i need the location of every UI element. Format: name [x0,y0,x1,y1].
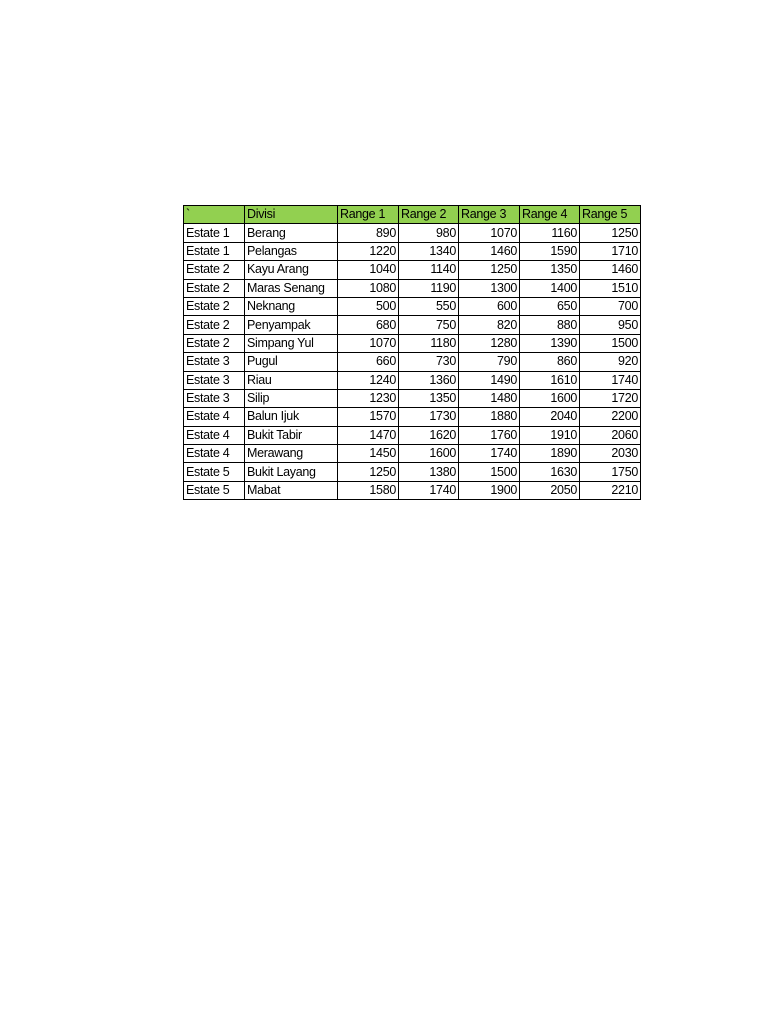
cell-range-1: 1040 [338,261,399,279]
cell-range-2: 1730 [399,408,459,426]
cell-divisi: Maras Senang [245,279,338,297]
cell-range-5: 700 [580,297,641,315]
cell-range-1: 1240 [338,371,399,389]
header-range-2: Range 2 [399,206,459,224]
cell-range-2: 730 [399,353,459,371]
cell-range-4: 1400 [520,279,580,297]
cell-range-5: 1510 [580,279,641,297]
cell-estate: Estate 1 [184,224,245,242]
table-row [184,316,641,334]
table-row [184,224,641,242]
cell-range-2: 980 [399,224,459,242]
cell-divisi: Pelangas [245,242,338,260]
cell-range-1: 890 [338,224,399,242]
table-row [184,279,641,297]
cell-estate: Estate 2 [184,297,245,315]
cell-range-4: 650 [520,297,580,315]
cell-range-1: 1070 [338,334,399,352]
cell-range-3: 1760 [459,426,520,444]
cell-range-4: 880 [520,316,580,334]
table-row [184,481,641,499]
cell-divisi: Neknang [245,297,338,315]
cell-range-2: 1180 [399,334,459,352]
cell-divisi: Mabat [245,481,338,499]
cell-range-4: 1630 [520,463,580,481]
table-row [184,261,641,279]
cell-range-4: 2040 [520,408,580,426]
cell-range-2: 750 [399,316,459,334]
cell-range-3: 1900 [459,481,520,499]
cell-range-4: 1590 [520,242,580,260]
table-row [184,445,641,463]
cell-range-3: 790 [459,353,520,371]
cell-range-3: 1880 [459,408,520,426]
cell-divisi: Bukit Layang [245,463,338,481]
cell-range-4: 2050 [520,481,580,499]
table-row [184,408,641,426]
cell-range-4: 1600 [520,389,580,407]
cell-range-3: 1740 [459,445,520,463]
cell-estate: Estate 5 [184,463,245,481]
cell-range-5: 2060 [580,426,641,444]
header-range-3: Range 3 [459,206,520,224]
cell-estate: Estate 4 [184,445,245,463]
cell-divisi: Balun Ijuk [245,408,338,426]
header-range-5: Range 5 [580,206,641,224]
cell-estate: Estate 5 [184,481,245,499]
cell-range-4: 860 [520,353,580,371]
table-row [184,426,641,444]
cell-range-2: 1350 [399,389,459,407]
cell-range-5: 1740 [580,371,641,389]
cell-divisi: Simpang Yul [245,334,338,352]
cell-range-2: 1380 [399,463,459,481]
cell-range-1: 680 [338,316,399,334]
cell-estate: Estate 4 [184,426,245,444]
cell-range-3: 1300 [459,279,520,297]
cell-range-1: 1570 [338,408,399,426]
cell-range-5: 1720 [580,389,641,407]
table-row [184,242,641,260]
cell-divisi: Merawang [245,445,338,463]
cell-range-1: 500 [338,297,399,315]
table-row [184,389,641,407]
cell-range-5: 2030 [580,445,641,463]
cell-range-4: 1890 [520,445,580,463]
cell-divisi: Berang [245,224,338,242]
cell-range-3: 1460 [459,242,520,260]
table-row [184,371,641,389]
cell-divisi: Silip [245,389,338,407]
cell-range-2: 550 [399,297,459,315]
cell-range-3: 1070 [459,224,520,242]
cell-estate: Estate 3 [184,353,245,371]
header-estate: ` [184,206,245,224]
cell-range-1: 1220 [338,242,399,260]
cell-range-1: 1230 [338,389,399,407]
cell-estate: Estate 2 [184,261,245,279]
cell-range-3: 600 [459,297,520,315]
cell-estate: Estate 2 [184,279,245,297]
table-row [184,463,641,481]
cell-range-1: 1250 [338,463,399,481]
cell-range-3: 820 [459,316,520,334]
cell-range-2: 1600 [399,445,459,463]
cell-range-3: 1500 [459,463,520,481]
cell-range-1: 1580 [338,481,399,499]
header-range-1: Range 1 [338,206,399,224]
cell-range-5: 950 [580,316,641,334]
table-row [184,297,641,315]
cell-range-4: 1610 [520,371,580,389]
cell-range-1: 1470 [338,426,399,444]
cell-range-3: 1280 [459,334,520,352]
cell-range-2: 1140 [399,261,459,279]
cell-estate: Estate 2 [184,334,245,352]
cell-range-3: 1250 [459,261,520,279]
cell-range-1: 1080 [338,279,399,297]
table-row [184,353,641,371]
cell-divisi: Pugul [245,353,338,371]
cell-range-2: 1340 [399,242,459,260]
cell-range-5: 1250 [580,224,641,242]
header-range-4: Range 4 [520,206,580,224]
cell-range-4: 1390 [520,334,580,352]
cell-range-5: 1460 [580,261,641,279]
cell-range-2: 1360 [399,371,459,389]
cell-range-4: 1350 [520,261,580,279]
cell-estate: Estate 4 [184,408,245,426]
cell-range-1: 660 [338,353,399,371]
cell-divisi: Kayu Arang [245,261,338,279]
cell-range-2: 1620 [399,426,459,444]
table-row [184,334,641,352]
cell-divisi: Penyampak [245,316,338,334]
estate-range-table [183,205,641,500]
cell-range-5: 2210 [580,481,641,499]
cell-divisi: Riau [245,371,338,389]
cell-range-5: 1750 [580,463,641,481]
cell-range-2: 1190 [399,279,459,297]
cell-range-1: 1450 [338,445,399,463]
cell-range-3: 1490 [459,371,520,389]
cell-estate: Estate 1 [184,242,245,260]
cell-range-5: 2200 [580,408,641,426]
cell-range-3: 1480 [459,389,520,407]
cell-estate: Estate 2 [184,316,245,334]
header-row [184,206,641,224]
cell-estate: Estate 3 [184,371,245,389]
cell-estate: Estate 3 [184,389,245,407]
header-divisi: Divisi [245,206,338,224]
cell-range-5: 920 [580,353,641,371]
cell-range-5: 1710 [580,242,641,260]
cell-range-4: 1160 [520,224,580,242]
cell-divisi: Bukit Tabir [245,426,338,444]
table-body [184,224,641,500]
cell-range-2: 1740 [399,481,459,499]
cell-range-4: 1910 [520,426,580,444]
cell-range-5: 1500 [580,334,641,352]
